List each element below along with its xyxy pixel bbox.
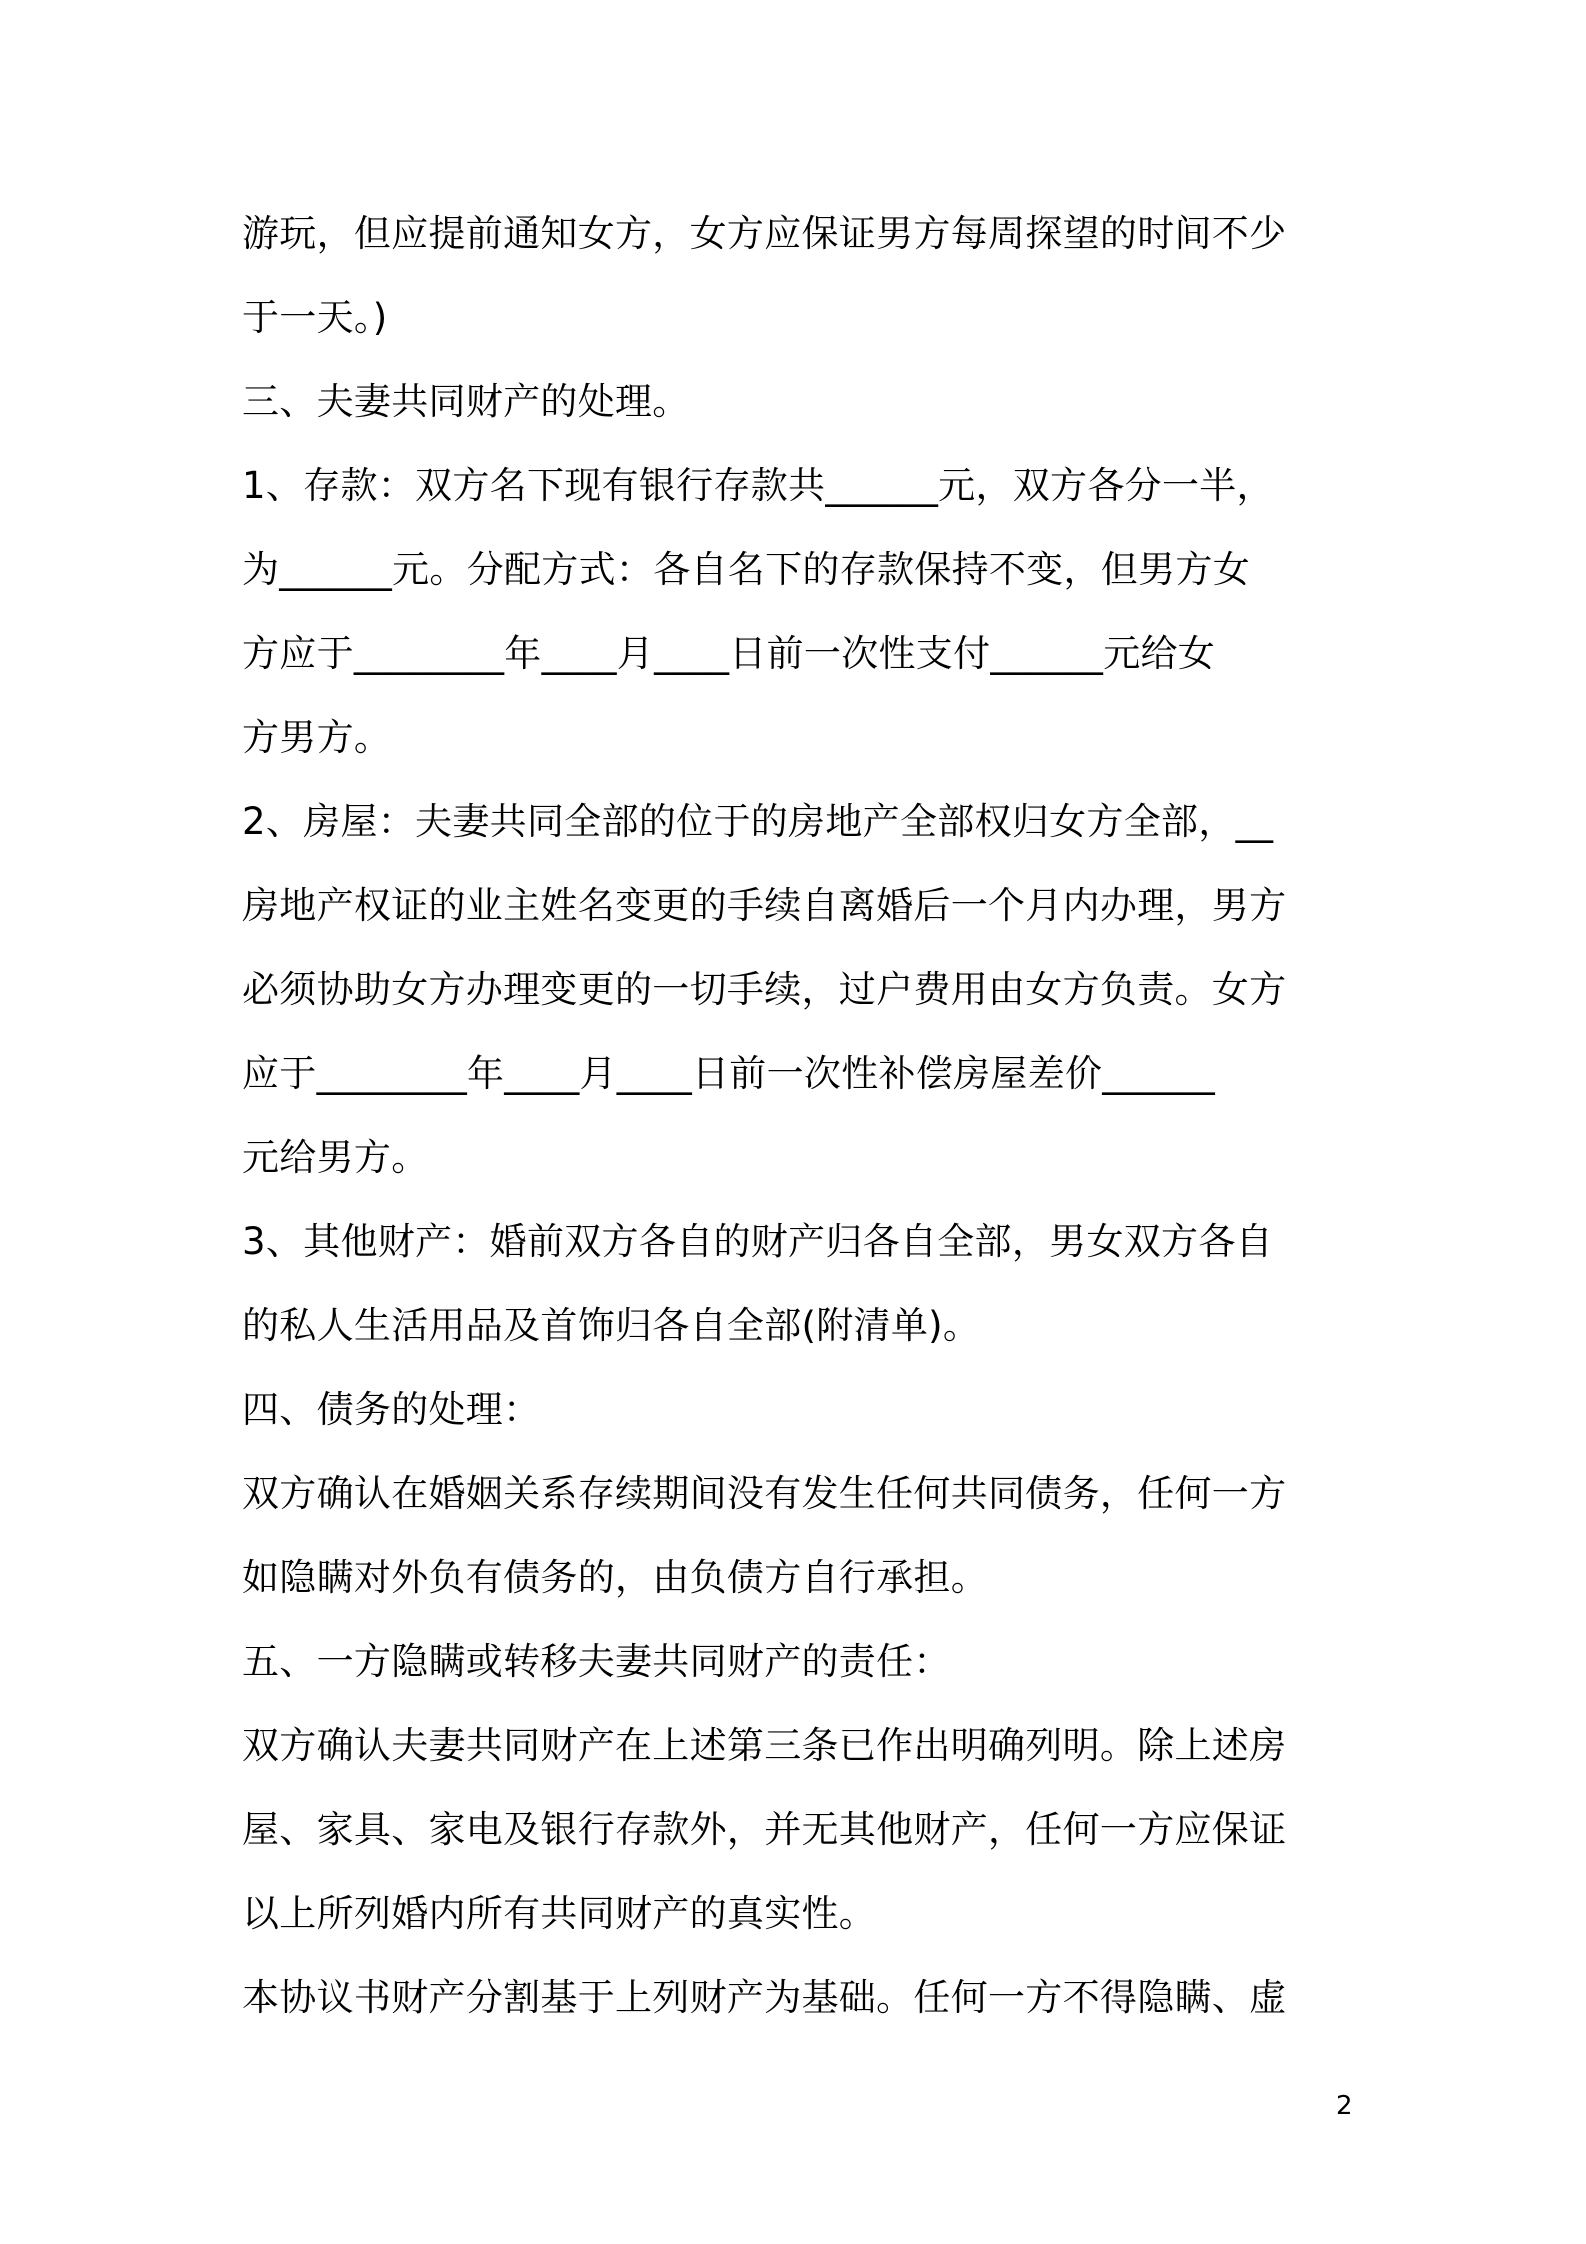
text-line: 如隐瞒对外负有债务的，由负债方自行承担。	[242, 1556, 988, 1599]
text-line: 应于________年____月____日前一次性补偿房屋差价______	[242, 1052, 1216, 1095]
section-heading: 四、债务的处理：	[242, 1388, 541, 1431]
document-body	[242, 192, 1352, 2040]
text-line: 房地产权证的业主姓名变更的手续自离婚后一个月内办理，男方	[242, 884, 1287, 927]
text-line: 本协议书财产分割基于上列财产为基础。任何一方不得隐瞒、虚	[242, 1976, 1287, 2019]
text-line: 以上所列婚内所有共同财产的真实性。	[242, 1892, 877, 1935]
section-heading: 五、一方隐瞒或转移夫妻共同财产的责任：	[242, 1640, 951, 1683]
text-line: 元给男方。	[242, 1136, 429, 1179]
text-line: 双方确认在婚姻关系存续期间没有发生任何共同债务，任何一方	[242, 1472, 1287, 1515]
text-line: 方应于________年____月____日前一次性支付______元给女	[242, 632, 1216, 675]
page-number: 2	[1336, 2091, 1353, 2121]
section-heading: 三、夫妻共同财产的处理。	[242, 380, 690, 423]
text-line: 方男方。	[242, 716, 392, 759]
text-line: 2、房屋：夫妻共同全部的位于的房地产全部权归女方全部，__	[242, 800, 1274, 843]
text-line: 的私人生活用品及首饰归各自全部(附清单)。	[242, 1304, 981, 1347]
text-line: 于一天。)	[242, 296, 388, 339]
text-line: 屋、家具、家电及银行存款外，并无其他财产，任何一方应保证	[242, 1808, 1287, 1851]
text-line: 双方确认夫妻共同财产在上述第三条已作出明确列明。除上述房	[242, 1724, 1287, 1767]
text-line: 必须协助女方办理变更的一切手续，过户费用由女方负责。女方	[242, 968, 1287, 1011]
text-line: 1、存款：双方名下现有银行存款共______元，双方各分一半，	[242, 464, 1274, 507]
text-line: 3、其他财产：婚前双方各自的财产归各自全部，男女双方各自	[242, 1220, 1273, 1263]
text-line: 为______元。分配方式：各自名下的存款保持不变，但男方女	[242, 548, 1250, 591]
text-line: 游玩，但应提前通知女方，女方应保证男方每周探望的时间不少	[242, 212, 1287, 255]
